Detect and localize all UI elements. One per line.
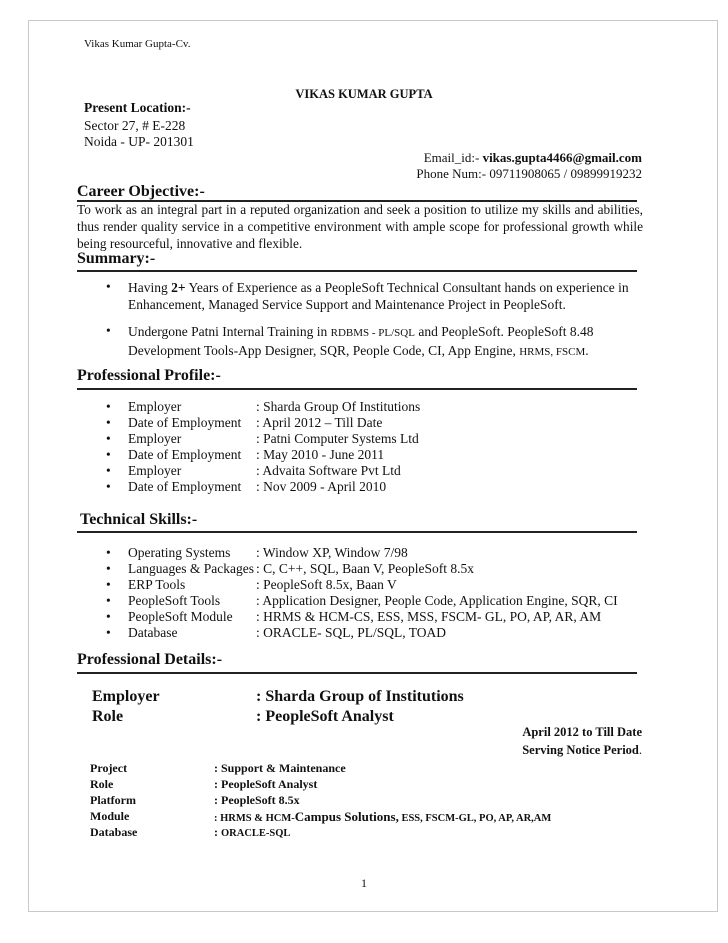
section-divider (77, 270, 637, 272)
bullet: • (106, 545, 111, 560)
address-line-2: Noida - UP- 201301 (84, 134, 194, 149)
bullet: • (106, 609, 111, 624)
summary-text: . (585, 343, 589, 358)
skill-label: ERP Tools (128, 577, 186, 592)
career-objective-text: To work as an integral part in a reputed organization and seek a position to utilize my skills and abilities, thus render quality service in a competitive environment with ample scope for professional growth while being resourceful, innovative and flexible. (77, 202, 643, 251)
summary-item (128, 279, 643, 313)
email-line (424, 150, 642, 166)
summary-text: Undergone Patni Internal Training in (128, 324, 331, 339)
bullet: • (106, 415, 111, 430)
module-label: Module (90, 809, 130, 823)
email-label: Email_id:- (423, 150, 483, 165)
database-label: Database (90, 825, 138, 839)
profile-value: : Nov 2009 - April 2010 (256, 479, 387, 494)
phone-line: Phone Num:- 09711908065 / 09899919232 (416, 166, 642, 181)
database-text: : (214, 825, 221, 839)
bullet: • (106, 279, 111, 294)
location-label: Present Location:- (84, 100, 191, 115)
profile-label: Employer (128, 431, 182, 446)
profile-label: Date of Employment (128, 479, 242, 494)
bullet: • (106, 447, 111, 462)
bullet: • (106, 463, 111, 478)
profile-value: : Sharda Group Of Institutions (256, 399, 421, 414)
summary-years: 2+ (171, 280, 186, 295)
summary-text: and PeopleSoft. PeopleSoft 8.48 Development Tools-App Designer, SQR, People Code, CI, App Engine, (128, 324, 594, 358)
bullet: • (106, 577, 111, 592)
profile-label: Employer (128, 399, 182, 414)
profile-value: : Advaita Software Pvt Ltd (256, 463, 401, 478)
module-text: ESS, FSCM-GL, PO, AP, AR,AM (398, 813, 552, 824)
profile-value: : May 2010 - June 2011 (256, 447, 385, 462)
bullet: • (106, 593, 111, 608)
summary-text: HRMS, FSCM (519, 346, 586, 358)
project-value: : Support & Maintenance (214, 761, 346, 775)
employer-value: : Sharda Group of Institutions (256, 688, 464, 705)
email-address[interactable]: vikas.gupta4466@gmail.com (482, 150, 642, 165)
professional-details-heading: Professional Details:- (77, 651, 223, 668)
bullet: • (106, 399, 111, 414)
database-value (214, 825, 290, 840)
address-line-1: Sector 27, # E-228 (84, 118, 186, 133)
candidate-name: VIKAS KUMAR GUPTA (295, 87, 433, 101)
notice-text: Serving Notice Period (522, 743, 639, 757)
bullet: • (106, 625, 111, 640)
profile-label: Date of Employment (128, 415, 242, 430)
employer-label: Employer (92, 688, 160, 705)
skill-value: : Application Designer, People Code, Application Engine, SQR, CI (256, 593, 618, 608)
document-header: Vikas Kumar Gupta-Cv. (84, 38, 191, 50)
summary-text: RDBMS - PL/SQL (330, 327, 415, 339)
role-label: Role (92, 708, 124, 725)
module-text: Campus Solutions, (294, 809, 399, 824)
career-objective-heading: Career Objective:- (77, 183, 205, 200)
profile-label: Employer (128, 463, 182, 478)
profile-label: Date of Employment (128, 447, 242, 462)
summary-heading: Summary:- (77, 250, 156, 267)
bullet: • (106, 561, 111, 576)
module-text: : HRMS & HCM- (214, 813, 295, 824)
summary-item (128, 323, 643, 361)
technical-skills-heading: Technical Skills:- (80, 511, 198, 528)
bullet: • (106, 479, 111, 494)
section-divider (77, 672, 637, 674)
skill-label: Operating Systems (128, 545, 231, 560)
database-text: ORACLE-SQL (221, 828, 291, 839)
project-value: : PeopleSoft 8.5x (214, 793, 300, 807)
skill-value: : PeopleSoft 8.5x, Baan V (256, 577, 397, 592)
bullet: • (106, 323, 111, 338)
project-value: : PeopleSoft Analyst (214, 777, 318, 791)
notice-dot: . (638, 743, 642, 757)
module-value (214, 809, 551, 825)
skill-label: Database (128, 625, 178, 640)
profile-value: : Patni Computer Systems Ltd (256, 431, 419, 446)
skill-value: : Window XP, Window 7/98 (256, 545, 408, 560)
skill-label: Languages & Packages (128, 561, 254, 576)
project-label: Platform (90, 793, 136, 807)
notice-period (522, 743, 642, 758)
project-label: Role (90, 777, 114, 791)
section-divider (77, 531, 637, 533)
bullet: • (106, 431, 111, 446)
page-number: 1 (361, 876, 367, 890)
professional-profile-heading: Professional Profile:- (77, 367, 221, 384)
skill-value: : C, C++, SQL, Baan V, PeopleSoft 8.5x (256, 561, 474, 576)
role-value: : PeopleSoft Analyst (256, 708, 394, 725)
skill-label: PeopleSoft Module (128, 609, 233, 624)
employment-period: April 2012 to Till Date (522, 725, 642, 739)
skill-value: : HRMS & HCM-CS, ESS, MSS, FSCM- GL, PO, AP, AR, AM (256, 609, 602, 624)
profile-value: : April 2012 – Till Date (256, 415, 383, 430)
skill-value: : ORACLE- SQL, PL/SQL, TOAD (256, 625, 447, 640)
skill-label: PeopleSoft Tools (128, 593, 221, 608)
summary-text: Having (128, 280, 172, 295)
summary-text: Years of Experience as a PeopleSoft Technical Consultant hands on experience in Enhancement, Managed Service Support and Maintenance Project in PeopleSoft. (128, 280, 629, 312)
section-divider (77, 388, 637, 390)
project-label: Project (90, 761, 128, 775)
